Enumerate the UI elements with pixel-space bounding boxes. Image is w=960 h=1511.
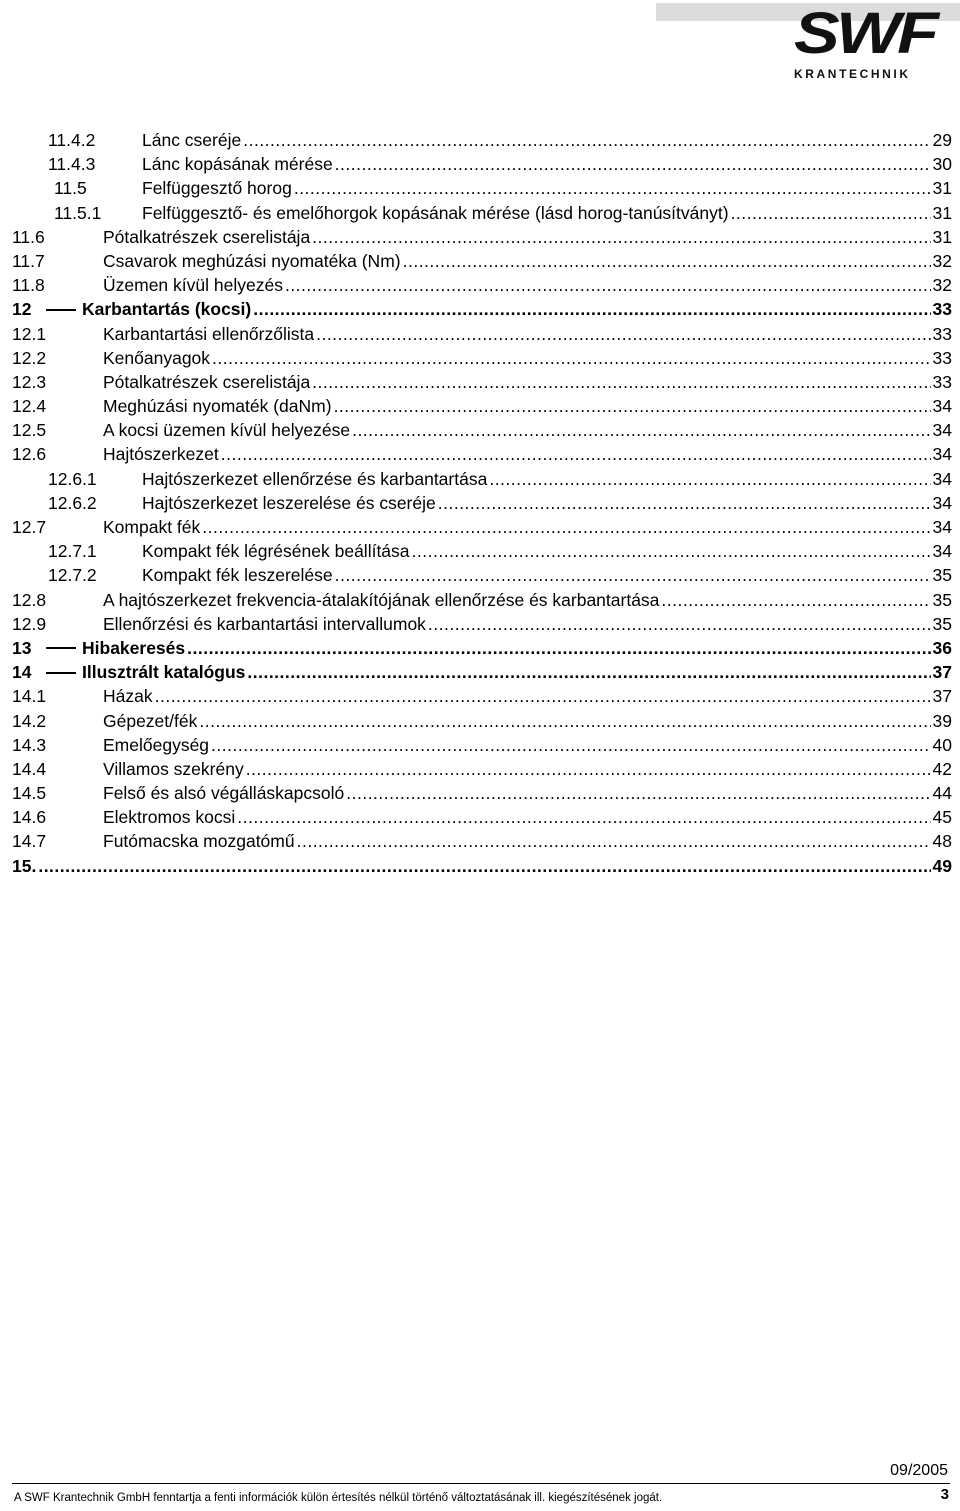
toc-entry-page: 35 — [932, 565, 952, 586]
toc-entry[interactable] — [12, 297, 952, 321]
heading-dash — [46, 647, 76, 649]
toc-entry-title — [103, 394, 332, 418]
toc-entry-number: 12.8 — [12, 589, 47, 610]
toc-entry-title — [103, 781, 344, 805]
toc-entry-number: 14.1 — [12, 686, 47, 707]
toc-entry-title-text: Ellenőrzési és karbantartási intervallumok — [103, 613, 426, 634]
toc-entry-page: 34 — [932, 444, 952, 465]
toc-leader-dots — [237, 805, 930, 829]
toc-entry-page: 37 — [932, 662, 952, 683]
toc-entry-title-text: Meghúzási nyomaték (daNm) — [103, 396, 332, 417]
toc-entry-page: 33 — [932, 347, 952, 368]
toc-entry-title — [103, 805, 235, 829]
toc-entry-page: 35 — [932, 613, 952, 634]
toc-entry-number: 14.4 — [12, 758, 47, 779]
logo-wordmark: SWF — [794, 1, 936, 66]
toc-entry[interactable] — [12, 709, 952, 733]
toc-entry-number: 12.6 — [12, 444, 47, 465]
toc-entry-page: 42 — [932, 758, 952, 779]
toc-leader-dots — [243, 128, 930, 152]
toc-entry-title — [103, 442, 219, 466]
copyright-notice: A SWF Krantechnik GmbH fenntartja a fenti információk külön értesítés nélkül történő változtatásának ill. kiegészítésének jogát. — [14, 1492, 663, 1504]
toc-entry[interactable] — [12, 467, 952, 491]
toc-entry[interactable] — [12, 588, 952, 612]
footer-divider — [12, 1483, 950, 1484]
swf-logo — [794, 1, 936, 84]
toc-entry-title-text: Emelőegység — [103, 734, 210, 755]
toc-entry-number: 12.3 — [12, 371, 47, 392]
toc-entry-number: 12 — [12, 299, 32, 320]
toc-leader-dots — [247, 660, 930, 684]
toc-entry-title-text: Villamos szekrény — [103, 758, 244, 779]
toc-entry[interactable] — [12, 757, 952, 781]
toc-entry[interactable] — [12, 176, 952, 200]
toc-entry-title-text: Elektromos kocsi — [103, 807, 236, 828]
toc-leader-dots — [253, 297, 930, 321]
toc-entry-title — [103, 249, 401, 273]
toc-entry[interactable] — [12, 612, 952, 636]
toc-entry-number: 14.2 — [12, 710, 47, 731]
toc-entry-number: 14.5 — [12, 783, 47, 804]
toc-leader-dots — [334, 394, 931, 418]
toc-entry-title — [103, 757, 244, 781]
toc-entry-title — [46, 297, 251, 321]
toc-entry[interactable] — [12, 322, 952, 346]
toc-entry-number: 15. — [12, 855, 37, 876]
toc-leader-dots — [312, 225, 930, 249]
toc-entry-title — [103, 709, 197, 733]
toc-entry-title — [103, 588, 659, 612]
toc-entry-title-text: Hajtószerkezet — [103, 444, 219, 465]
toc-entry-title-text: Házak — [103, 686, 153, 707]
toc-entry[interactable] — [12, 491, 952, 515]
toc-entry-page: 35 — [932, 589, 952, 610]
page-number: 3 — [940, 1486, 949, 1503]
toc-entry-title — [103, 225, 310, 249]
toc-entry-page: 34 — [932, 492, 952, 513]
document-date: 09/2005 — [890, 1462, 948, 1479]
toc-entry[interactable] — [12, 249, 952, 273]
toc-entry-title-text: Pótalkatrészek cserelistája — [103, 226, 311, 247]
toc-entry-number: 12.2 — [12, 347, 47, 368]
toc-entry[interactable] — [12, 829, 952, 853]
toc-leader-dots — [438, 491, 931, 515]
toc-entry-title — [103, 612, 426, 636]
toc-entry-page: 31 — [932, 202, 952, 223]
toc-entry-number: 14 — [12, 662, 32, 683]
toc-entry-page: 29 — [932, 130, 952, 150]
toc-entry[interactable] — [12, 636, 952, 660]
toc-entry-title — [103, 346, 210, 370]
toc-entry-title-text: Üzemen kívül helyezés — [103, 275, 283, 296]
toc-entry-number: 14.3 — [12, 734, 47, 755]
toc-entry-title-text: Kompakt fék leszerelése — [142, 565, 333, 586]
toc-entry-title-text: Hibakeresés — [82, 637, 186, 658]
toc-entry-title — [103, 515, 200, 539]
toc-entry-page: 34 — [932, 468, 952, 489]
toc-entry-page: 32 — [932, 275, 952, 296]
toc-entry-page: 33 — [932, 323, 952, 344]
toc-entry-number: 11.4.2 — [48, 130, 96, 150]
toc-entry-number: 12.7.1 — [48, 541, 97, 562]
toc-entry-number: 12.6.2 — [48, 492, 97, 513]
toc-entry-number: 11.8 — [12, 275, 45, 296]
toc-entry[interactable] — [12, 273, 952, 297]
toc-entry[interactable] — [12, 515, 952, 539]
toc-entry-page: 36 — [932, 637, 952, 658]
toc-leader-dots — [211, 733, 930, 757]
toc-entry[interactable] — [12, 128, 952, 152]
toc-leader-dots — [297, 829, 931, 853]
toc-entry-page: 33 — [932, 299, 952, 320]
toc-entry-page: 31 — [932, 178, 952, 199]
toc-entry-title-text: Futómacska mozgatómű — [103, 831, 295, 852]
heading-dash — [46, 672, 76, 674]
toc-entry-number: 11.6 — [12, 226, 45, 247]
toc-entry[interactable] — [12, 539, 952, 563]
toc-entry-title-text: Pótalkatrészek cserelistája — [103, 371, 311, 392]
toc-leader-dots — [403, 249, 931, 273]
toc-entry-title-text: A kocsi üzemen kívül helyezése — [103, 420, 351, 441]
logo-subtitle: KRANTECHNIK — [794, 67, 911, 81]
toc-entry[interactable] — [12, 370, 952, 394]
toc-entry-title — [103, 322, 314, 346]
toc-leader-dots — [221, 442, 931, 466]
toc-entry[interactable] — [12, 225, 952, 249]
toc-entry[interactable] — [12, 442, 952, 466]
toc-entry[interactable] — [12, 660, 952, 684]
toc-entry-title — [142, 491, 436, 515]
heading-dash — [46, 309, 76, 311]
toc-entry-title — [46, 660, 245, 684]
toc-entry-number: 12.1 — [12, 323, 47, 344]
toc-leader-dots — [489, 467, 930, 491]
toc-leader-dots — [212, 346, 930, 370]
toc-entry-number: 12.6.1 — [48, 468, 97, 489]
toc-entry-title-text: Kompakt fék légrésének beállítása — [142, 541, 410, 562]
toc-leader-dots — [428, 612, 931, 636]
toc-entry-page: 45 — [932, 807, 952, 828]
toc-entry-title — [103, 370, 310, 394]
toc-entry-number: 12.4 — [12, 396, 47, 417]
toc-entry-number: 12.7.2 — [48, 565, 97, 586]
toc-entry-title — [142, 201, 729, 225]
toc-entry[interactable] — [12, 346, 952, 370]
toc-entry-title-text: A hajtószerkezet frekvencia-átalakítójának ellenőrzése és karbantartása — [103, 589, 660, 610]
toc-entry-page: 49 — [932, 855, 952, 876]
toc-entry-page: 33 — [932, 371, 952, 392]
toc-leader-dots — [199, 709, 930, 733]
toc-entry-title-text: Hajtószerkezet leszerelése és cseréje — [142, 492, 436, 513]
toc-entry[interactable] — [12, 781, 952, 805]
toc-entry[interactable] — [12, 733, 952, 757]
toc-entry-page: 39 — [932, 710, 952, 731]
toc-entry[interactable] — [12, 563, 952, 587]
toc-entry-title-text: Kompakt fék — [103, 517, 201, 537]
toc-entry[interactable] — [12, 394, 952, 418]
toc-entry-title — [103, 733, 209, 757]
toc-entry-page: 32 — [932, 250, 952, 271]
toc-entry-title-text: Kenőanyagok — [103, 347, 211, 368]
toc-leader-dots — [285, 273, 931, 297]
toc-leader-dots — [312, 370, 930, 394]
toc-entry-page: 44 — [932, 783, 952, 804]
toc-leader-dots — [412, 539, 931, 563]
toc-entry[interactable] — [12, 201, 952, 225]
toc-entry-title-text: Lánc cseréje — [142, 130, 242, 150]
toc-leader-dots — [187, 636, 930, 660]
toc-leader-dots — [661, 588, 930, 612]
toc-entry-number: 12.9 — [12, 613, 47, 634]
toc-entry-page: 34 — [932, 541, 952, 562]
toc-entry-number: 11.5.1 — [54, 202, 102, 223]
toc-entry-page: 34 — [932, 420, 952, 441]
toc-entry-title — [142, 176, 292, 200]
toc-entry-number: 11.4.3 — [48, 154, 96, 175]
toc-entry-page: 34 — [932, 517, 952, 537]
toc-leader-dots — [335, 563, 931, 587]
toc-entry-title-text: Felfüggesztő horog — [142, 178, 292, 199]
toc-entry-title-text: Lánc kopásának mérése — [142, 154, 333, 175]
toc-entry-title — [103, 829, 295, 853]
toc-entry-page: 40 — [932, 734, 952, 755]
toc-entry[interactable] — [12, 684, 952, 708]
toc-entry-title-text: Karbantartás (kocsi) — [82, 299, 252, 320]
toc-leader-dots — [352, 418, 930, 442]
toc-entry-title — [142, 467, 487, 491]
toc-entry-title-text: Hajtószerkezet ellenőrzése és karbantartása — [142, 468, 488, 489]
toc-entry-title — [103, 418, 350, 442]
toc-entry-page: 31 — [932, 226, 952, 247]
toc-entry-title-text: Illusztrált katalógus — [82, 662, 246, 683]
toc-entry-title-text: Karbantartási ellenőrzőlista — [103, 323, 315, 344]
toc-leader-dots — [316, 322, 930, 346]
toc-entry-number: 12.7 — [12, 517, 47, 537]
toc-leader-dots — [294, 176, 931, 200]
toc-entry-title-text: Felfüggesztő- és emelőhorgok kopásának mérése (lásd horog-tanúsítványt) — [142, 202, 729, 223]
toc-entry-page: 37 — [932, 686, 952, 707]
toc-leader-dots — [155, 684, 931, 708]
toc-entry-number: 14.7 — [12, 831, 47, 852]
toc-leader-dots — [202, 515, 930, 539]
toc-entry[interactable] — [12, 854, 952, 878]
toc-entry-title-text: Gépezet/fék — [103, 710, 198, 731]
toc-leader-dots — [38, 854, 930, 878]
toc-entry-title — [142, 563, 333, 587]
toc-entry[interactable] — [12, 152, 952, 176]
toc-entry-title — [142, 152, 333, 176]
toc-entry-number: 14.6 — [12, 807, 47, 828]
toc-leader-dots — [731, 201, 931, 225]
toc-entry-page: 30 — [932, 154, 952, 175]
toc-entry[interactable] — [12, 805, 952, 829]
toc-entry-number: 11.5 — [54, 178, 87, 199]
toc-entry-number: 13 — [12, 637, 32, 658]
toc-entry-number: 11.7 — [12, 250, 45, 271]
toc-entry-title — [142, 128, 241, 152]
toc-entry-title — [103, 273, 283, 297]
toc-entry-title-text: Csavarok meghúzási nyomatéka (Nm) — [103, 250, 401, 271]
toc-entry-title — [142, 539, 410, 563]
toc-entry-page: 48 — [932, 831, 952, 852]
toc-entry-page: 34 — [932, 396, 952, 417]
toc-entry-title-text: Felső és alsó végálláskapcsoló — [103, 783, 345, 804]
toc-leader-dots — [246, 757, 931, 781]
toc-entry-title — [46, 636, 185, 660]
toc-leader-dots — [346, 781, 930, 805]
toc-leader-dots — [335, 152, 931, 176]
table-of-contents — [12, 128, 952, 878]
toc-entry[interactable] — [12, 418, 952, 442]
toc-entry-title — [103, 684, 153, 708]
toc-entry-number: 12.5 — [12, 420, 47, 441]
